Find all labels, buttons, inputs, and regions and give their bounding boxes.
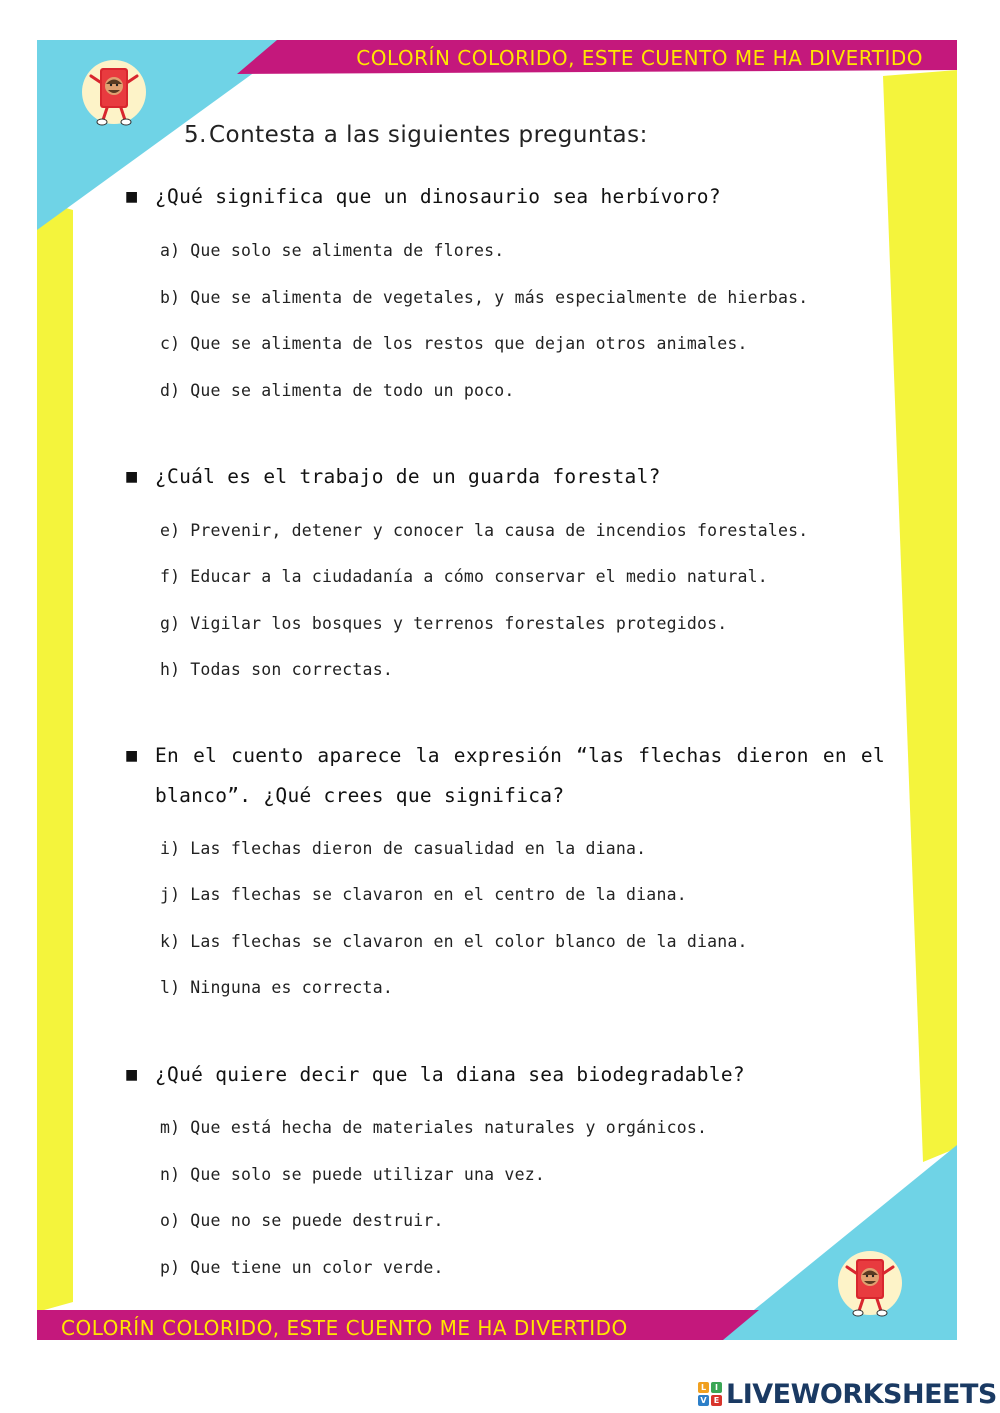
option-text: Ninguna es correcta. (190, 978, 393, 997)
option-text: Las flechas dieron de casualidad en la diana. (190, 839, 647, 858)
question-1 (125, 177, 885, 217)
worksheet-page (37, 40, 957, 1340)
option-letter: i) (160, 839, 181, 858)
exercise-number: 5. (184, 122, 207, 148)
answer-option[interactable] (160, 1258, 444, 1277)
option-letter: m) (160, 1118, 181, 1137)
question-text: ¿Qué significa que un dinosaurio sea herbívoro? (155, 185, 721, 208)
option-text: Que se alimenta de los restos que dejan otros animales. (190, 334, 748, 353)
option-letter: j) (160, 885, 181, 904)
option-letter: k) (160, 932, 181, 951)
option-text: Que no se puede destruir. (190, 1211, 444, 1230)
page-title (184, 122, 648, 148)
answer-option[interactable] (160, 334, 748, 353)
option-letter: c) (160, 334, 181, 353)
option-letter: e) (160, 521, 181, 540)
option-text: Que se alimenta de vegetales, y más especialmente de hierbas. (190, 288, 809, 307)
option-letter: p) (160, 1258, 181, 1277)
option-text: Que solo se alimenta de flores. (190, 241, 505, 260)
question-2 (125, 457, 885, 497)
option-letter: h) (160, 660, 181, 679)
answer-option[interactable] (160, 241, 504, 260)
option-text: Educar a la ciudadanía a cómo conservar el medio natural. (190, 567, 768, 586)
question-text: ¿Cuál es el trabajo de un guarda forestal? (155, 465, 661, 488)
answer-option[interactable] (160, 567, 768, 586)
option-text: Vigilar los bosques y terrenos forestales protegidos. (190, 614, 728, 633)
logo-wordmark: LIVEWORKSHEETS (726, 1378, 997, 1410)
option-letter: d) (160, 381, 181, 400)
option-text: Todas son correctas. (190, 660, 393, 679)
option-letter: g) (160, 614, 181, 633)
answer-option[interactable] (160, 521, 808, 540)
answer-option[interactable] (160, 614, 727, 633)
badge-letter: E (711, 1395, 722, 1406)
bullet-icon: ■ (125, 469, 139, 485)
answer-option[interactable] (160, 885, 687, 904)
question-text: ¿Qué quiere decir que la diana sea biodegradable? (155, 1063, 745, 1086)
badge-letter: V (698, 1395, 709, 1406)
answer-option[interactable] (160, 660, 393, 679)
liveworksheets-logo[interactable] (698, 1377, 997, 1411)
question-text: En el cuento aparece la expresión “las flechas dieron en el blanco”. ¿Qué crees que significa? (155, 744, 885, 807)
bullet-icon: ■ (125, 1067, 139, 1083)
option-letter: l) (160, 978, 181, 997)
answer-option[interactable] (160, 381, 515, 400)
option-letter: o) (160, 1211, 181, 1230)
top-banner-text: COLORÍN COLORIDO, ESTE CUENTO ME HA DIVERTIDO (356, 46, 923, 70)
option-text: Prevenir, detener y conocer la causa de incendios forestales. (190, 521, 809, 540)
live-badge-icon (698, 1382, 722, 1406)
answer-option[interactable] (160, 932, 748, 951)
bullet-icon: ■ (125, 189, 139, 205)
option-text: Las flechas se clavaron en el centro de la diana. (190, 885, 687, 904)
exercise-instruction: Contesta a las siguientes preguntas: (208, 122, 648, 148)
answer-option[interactable] (160, 1211, 444, 1230)
option-text: Que tiene un color verde. (190, 1258, 444, 1277)
option-letter: a) (160, 241, 181, 260)
answer-option[interactable] (160, 288, 808, 307)
answer-option[interactable] (160, 1118, 707, 1137)
question-3 (125, 736, 885, 816)
answer-option[interactable] (160, 839, 646, 858)
answer-option[interactable] (160, 1165, 545, 1184)
question-4 (125, 1055, 885, 1095)
option-text: Que solo se puede utilizar una vez. (190, 1165, 545, 1184)
option-text: Que está hecha de materiales naturales y orgánicos. (190, 1118, 708, 1137)
badge-letter: I (711, 1382, 722, 1393)
worksheet-content (37, 40, 957, 1340)
bullet-icon: ■ (125, 748, 139, 764)
option-letter: b) (160, 288, 181, 307)
badge-letter: L (698, 1382, 709, 1393)
bottom-banner-text: COLORÍN COLORIDO, ESTE CUENTO ME HA DIVERTIDO (61, 1316, 628, 1340)
answer-option[interactable] (160, 978, 393, 997)
option-letter: f) (160, 567, 181, 586)
option-letter: n) (160, 1165, 181, 1184)
option-text: Las flechas se clavaron en el color blanco de la diana. (190, 932, 748, 951)
option-text: Que se alimenta de todo un poco. (190, 381, 515, 400)
